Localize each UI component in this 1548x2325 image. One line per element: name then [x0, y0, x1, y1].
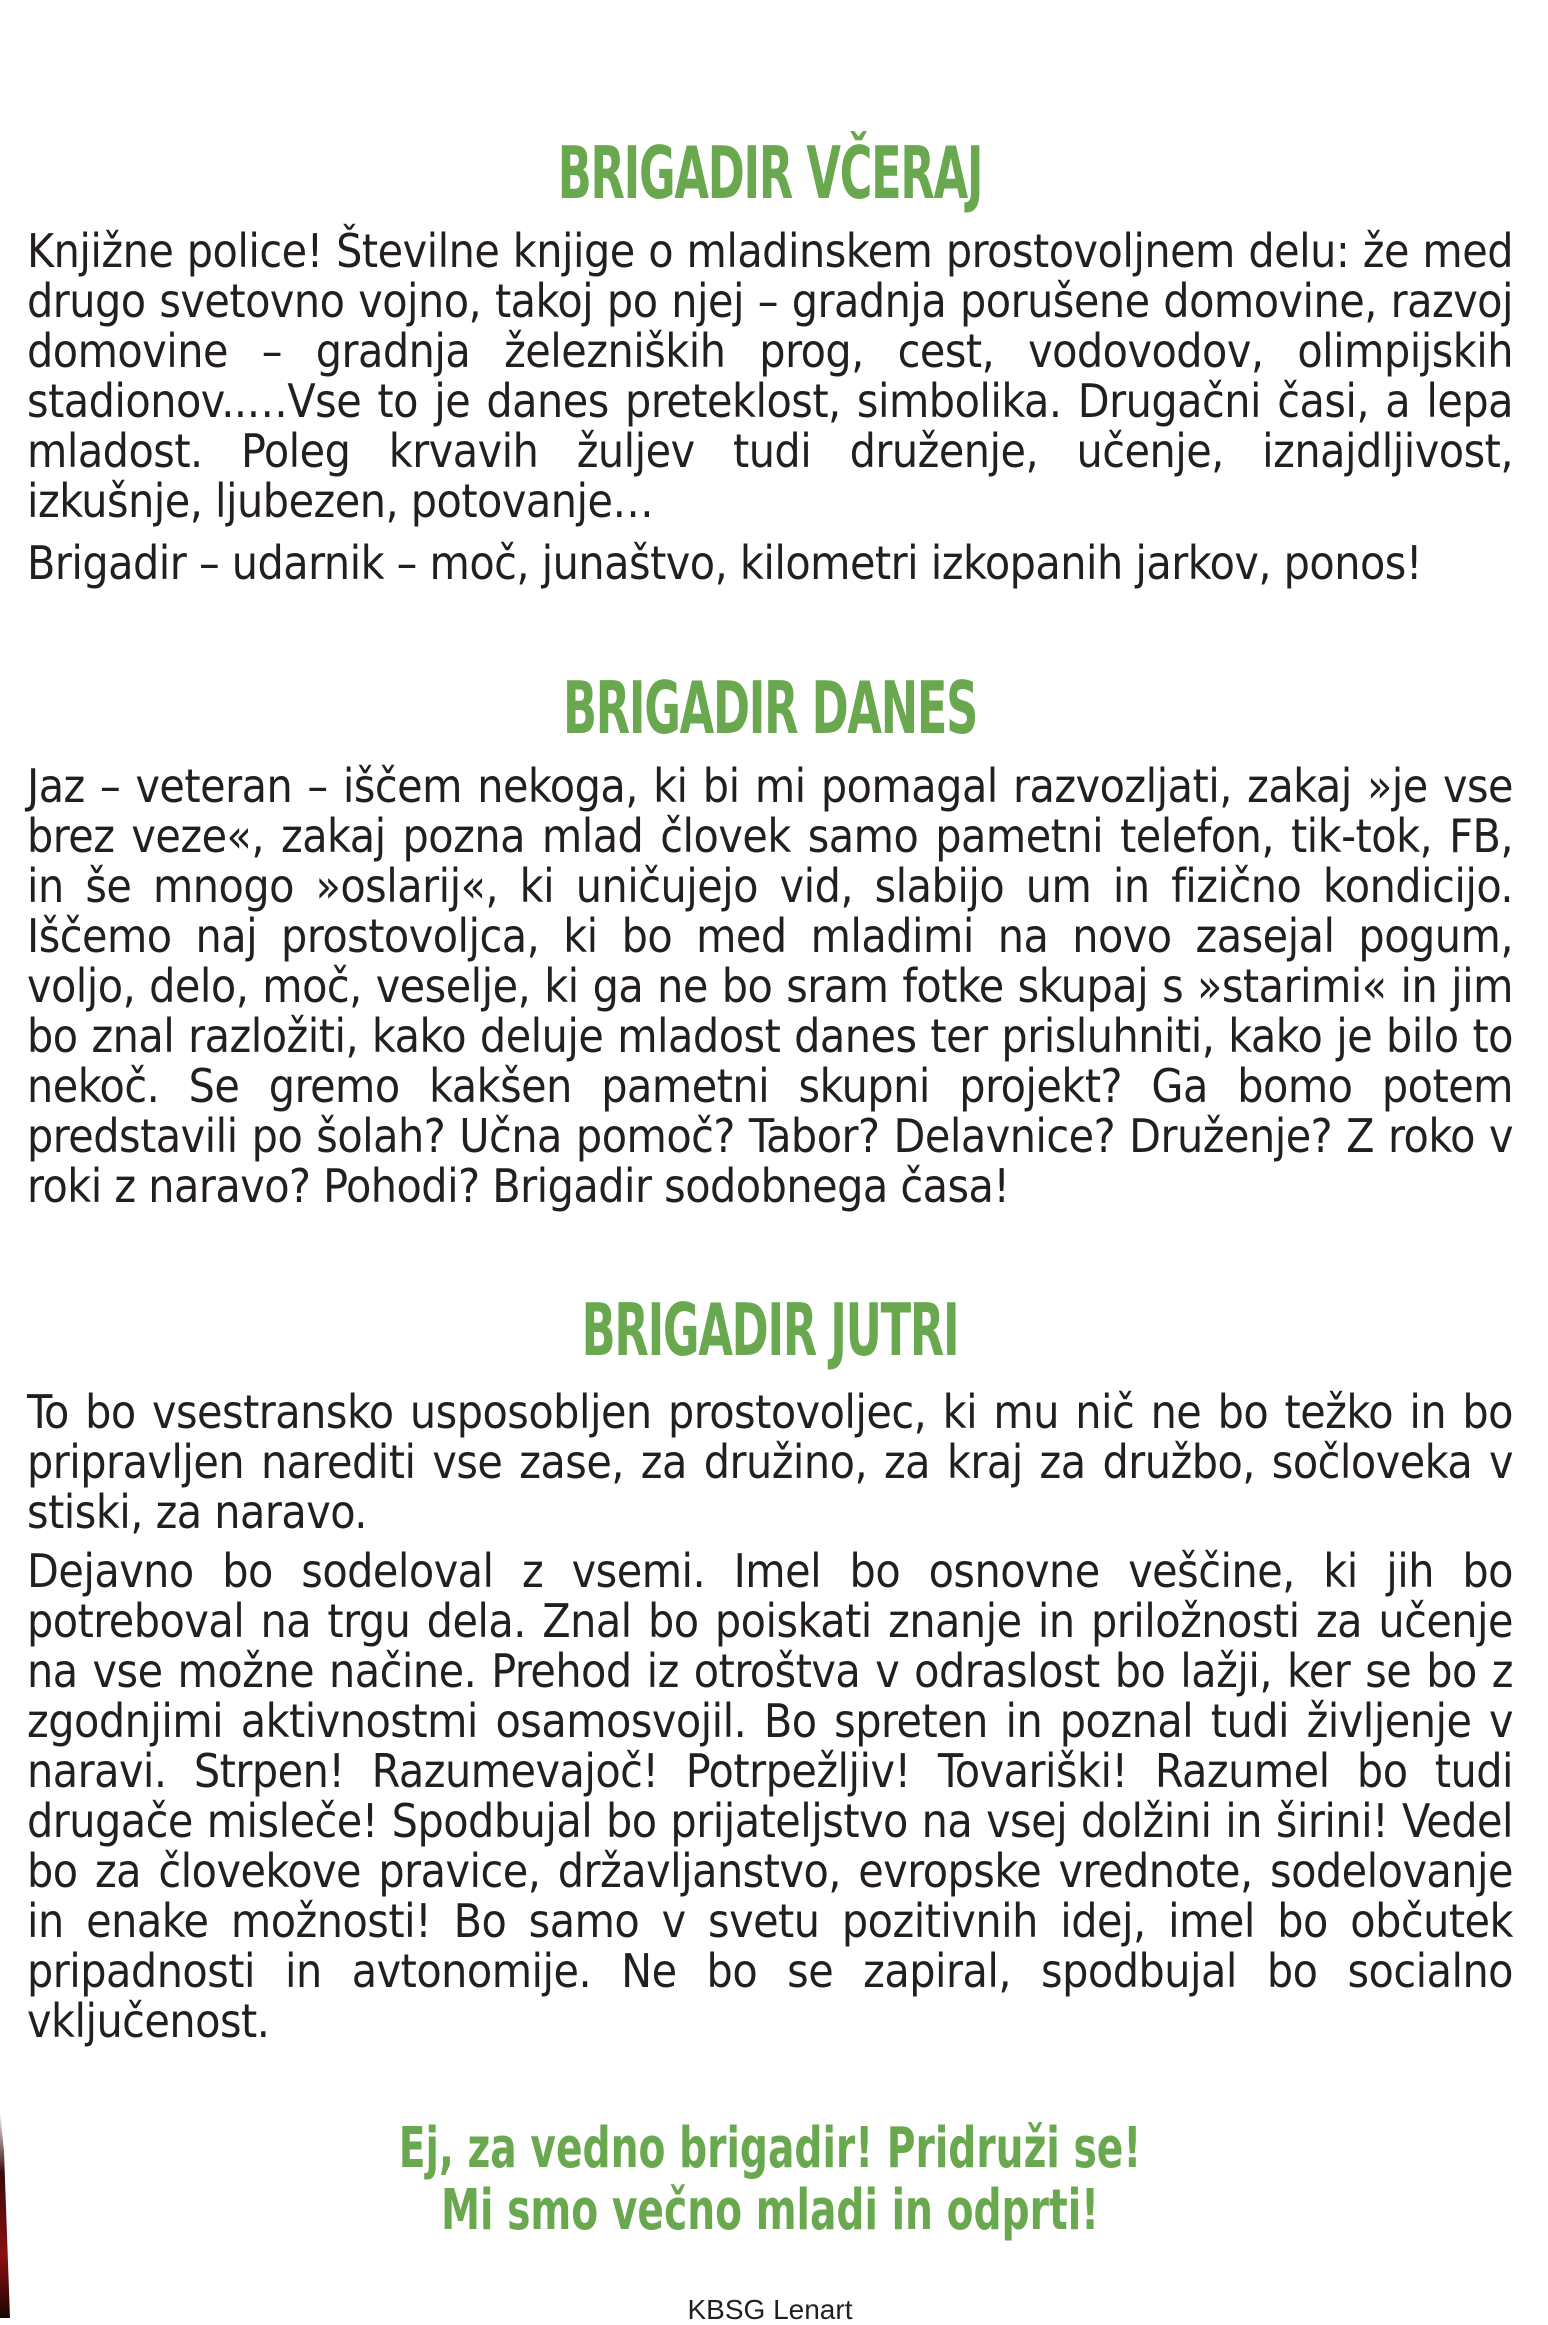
paragraph-danes-1: Jaz – veteran – iščem nekoga, ki bi mi pomagal razvozljati, zakaj »je vse brez veze«, zakaj pozna mlad človek samo pametni telefon, tik-tok, FB, in še mnogo »oslarij«, ki uničujejo vid, slabijo um in fizično kondicijo. Iščemo naj prostovoljca, ki bo med mladimi na novo zasejal pogum, voljo, delo, moč, veselje, ki ga ne bo sram fotke skupaj s »starimi« in jim bo znal razložiti, kako deluje mladost danes ter prisluhniti, kako je bilo to nekoč. Se gremo kakšen pametni skupni projekt? Ga bomo potem predstavili po šolah? Učna pomoč? Tabor? Delavnice? Druženje? Z roko v roki z naravo? Pohodi? Brigadir sodobnega časa! [27, 759, 1513, 1213]
page-edge-decoration [0, 2110, 10, 2318]
closing-line-2: Mi smo večno mladi in odprti! [440, 2178, 1100, 2243]
section-heading-jutri: BRIGADIR JUTRI [581, 1288, 959, 1372]
closing-slogan [250, 2118, 1290, 2242]
paragraph-jutri-2: Dejavno bo sodeloval z vsemi. Imel bo osnovne veščine, ki jih bo potreboval na trgu dela. Znal bo poiskati znanje in priložnosti za učenje na vse možne načine. Prehod iz otroštva v odraslost bo lažji, ker se bo z zgodnjimi aktivnostmi osamosvojil. Bo spreten in poznal tudi življenje v naravi. Strpen! Razumevajoč! Potrpežljiv! Tovariški! Razumel bo tudi drugače misleče! Spodbujal bo prijateljstvo na vsej dolžini in širini! Vedel bo za človekove pravice, državljanstvo, evropske vrednote, sodelovanje in enake možnosti! Bo samo v svetu pozitivnih idej, imel bo občutek pripadnosti in avtonomije. Ne bo se zapiral, spodbujal bo socialno vključenost. [27, 1544, 1513, 2048]
closing-line-1: Ej, za vedno brigadir! Pridruži se! [398, 2116, 1142, 2181]
section-heading-danes: BRIGADIR DANES [562, 666, 978, 750]
footer-credit: KBSG Lenart [687, 2294, 853, 2325]
section-heading-vceraj: BRIGADIR VČERAJ [557, 131, 983, 215]
paragraph-jutri-1: To bo vsestransko usposobljen prostovoljec, ki mu nič ne bo težko in bo pripravljen narediti vse zase, za družino, za kraj za družbo, sočloveka v stiski, za naravo. [27, 1385, 1513, 1539]
paragraph-vceraj-2: Brigadir – udarnik – moč, junaštvo, kilometri izkopanih jarkov, ponos! [27, 536, 1422, 590]
paragraph-vceraj-1: Knjižne police! Številne knjige o mladinskem prostovoljnem delu: že med drugo svetovno vojno, takoj po njej – gradnja porušene domovine, razvoj domovine – gradnja železniških prog, cest, vodovodov, olimpijskih stadionov..…Vse to je danes preteklost, simbolika. Drugačni časi, a lepa mladost. Poleg krvavih žuljev tudi druženje, učenje, iznajdljivost, izkušnje, ljubezen, potovanje… [27, 224, 1513, 528]
